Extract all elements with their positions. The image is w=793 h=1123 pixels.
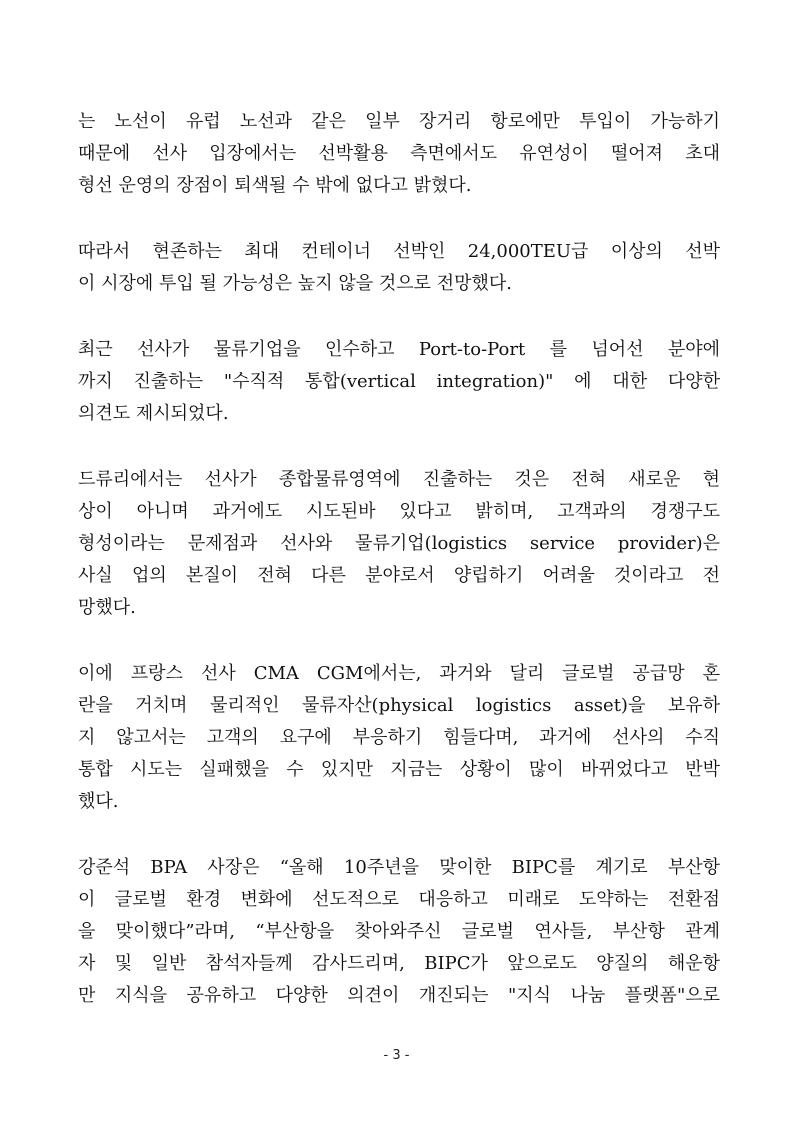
text-line: 상이 아니며 과거에도 시도된바 있다고 밝히며, 고객과의 경쟁구도	[78, 501, 720, 522]
paragraph-vertical-integration	[78, 334, 720, 430]
text-line: 했다.	[78, 791, 119, 812]
text-line: 지 않고서는 고객의 요구에 부응하기 힘들다며, 과거에 선사의 수직	[78, 727, 720, 748]
body-text	[78, 106, 720, 1046]
text-line: 최근 선사가 물류기업을 인수하고 Port-to-Port 를 넘어선 분야에	[78, 339, 720, 360]
text-line: 강준석 BPA 사장은 “올해 10주년을 맞이한 BIPC를 계기로 부산항	[78, 857, 720, 878]
text-line: 을 맞이했다”라며, “부산항을 찾아와주신 글로벌 연사들, 부산항 관계	[78, 921, 720, 942]
text-line: 드류리에서는 선사가 종합물류영역에 진출하는 것은 전혀 새로운 현	[78, 469, 720, 490]
text-line: 망했다.	[78, 597, 136, 618]
paragraph-bpa-president-remarks	[78, 852, 720, 1012]
text-line: 이에 프랑스 선사 CMA CGM에서는, 과거와 달리 글로벌 공급망 혼	[78, 663, 720, 684]
paragraph-vessel-outlook	[78, 236, 720, 300]
text-line: 이 시장에 투입 될 가능성은 높지 않을 것으로 전망했다.	[78, 273, 513, 294]
text-line: 는 노선이 유럽 노선과 같은 일부 장거리 항로에만 투입이 가능하기	[78, 111, 720, 132]
text-line: 형선 운영의 장점이 퇴색될 수 밖에 없다고 밝혔다.	[78, 175, 472, 196]
paragraph-drewry-view	[78, 464, 720, 624]
text-line: 때문에 선사 입장에서는 선박활용 측면에서도 유연성이 떨어져 초대	[78, 143, 720, 164]
text-line: 이 글로벌 환경 변화에 선도적으로 대응하고 미래로 도약하는 전환점	[78, 889, 720, 910]
text-line: 의견도 제시되었다.	[78, 403, 229, 424]
text-line: 사실 업의 본질이 전혀 다른 분야로서 양립하기 어려울 것이라고 전	[78, 565, 720, 586]
text-line: 형성이라는 문제점과 선사와 물류기업(logistics service provider)은	[78, 533, 720, 554]
paragraph-cma-cgm-rebuttal	[78, 658, 720, 818]
text-line: 까지 진출하는 "수직적 통합(vertical integration)" 에 대한 다양한	[78, 371, 720, 392]
text-line: 자 및 일반 참석자들께 감사드리며, BIPC가 앞으로도 양질의 해운항	[78, 953, 720, 974]
paragraph-route-flexibility	[78, 106, 720, 202]
text-line: 란을 거치며 물리적인 물류자산(physical logistics asset)을 보유하	[78, 695, 720, 716]
text-line: 만 지식을 공유하고 다양한 의견이 개진되는 "지식 나눔 플랫폼"으로	[78, 985, 720, 1006]
text-line: 통합 시도는 실패했을 수 있지만 지금는 상황이 많이 바뀌었다고 반박	[78, 759, 720, 780]
text-line: 따라서 현존하는 최대 컨테이너 선박인 24,000TEU급 이상의 선박	[78, 241, 720, 262]
page-number: - 3 -	[383, 1048, 410, 1063]
